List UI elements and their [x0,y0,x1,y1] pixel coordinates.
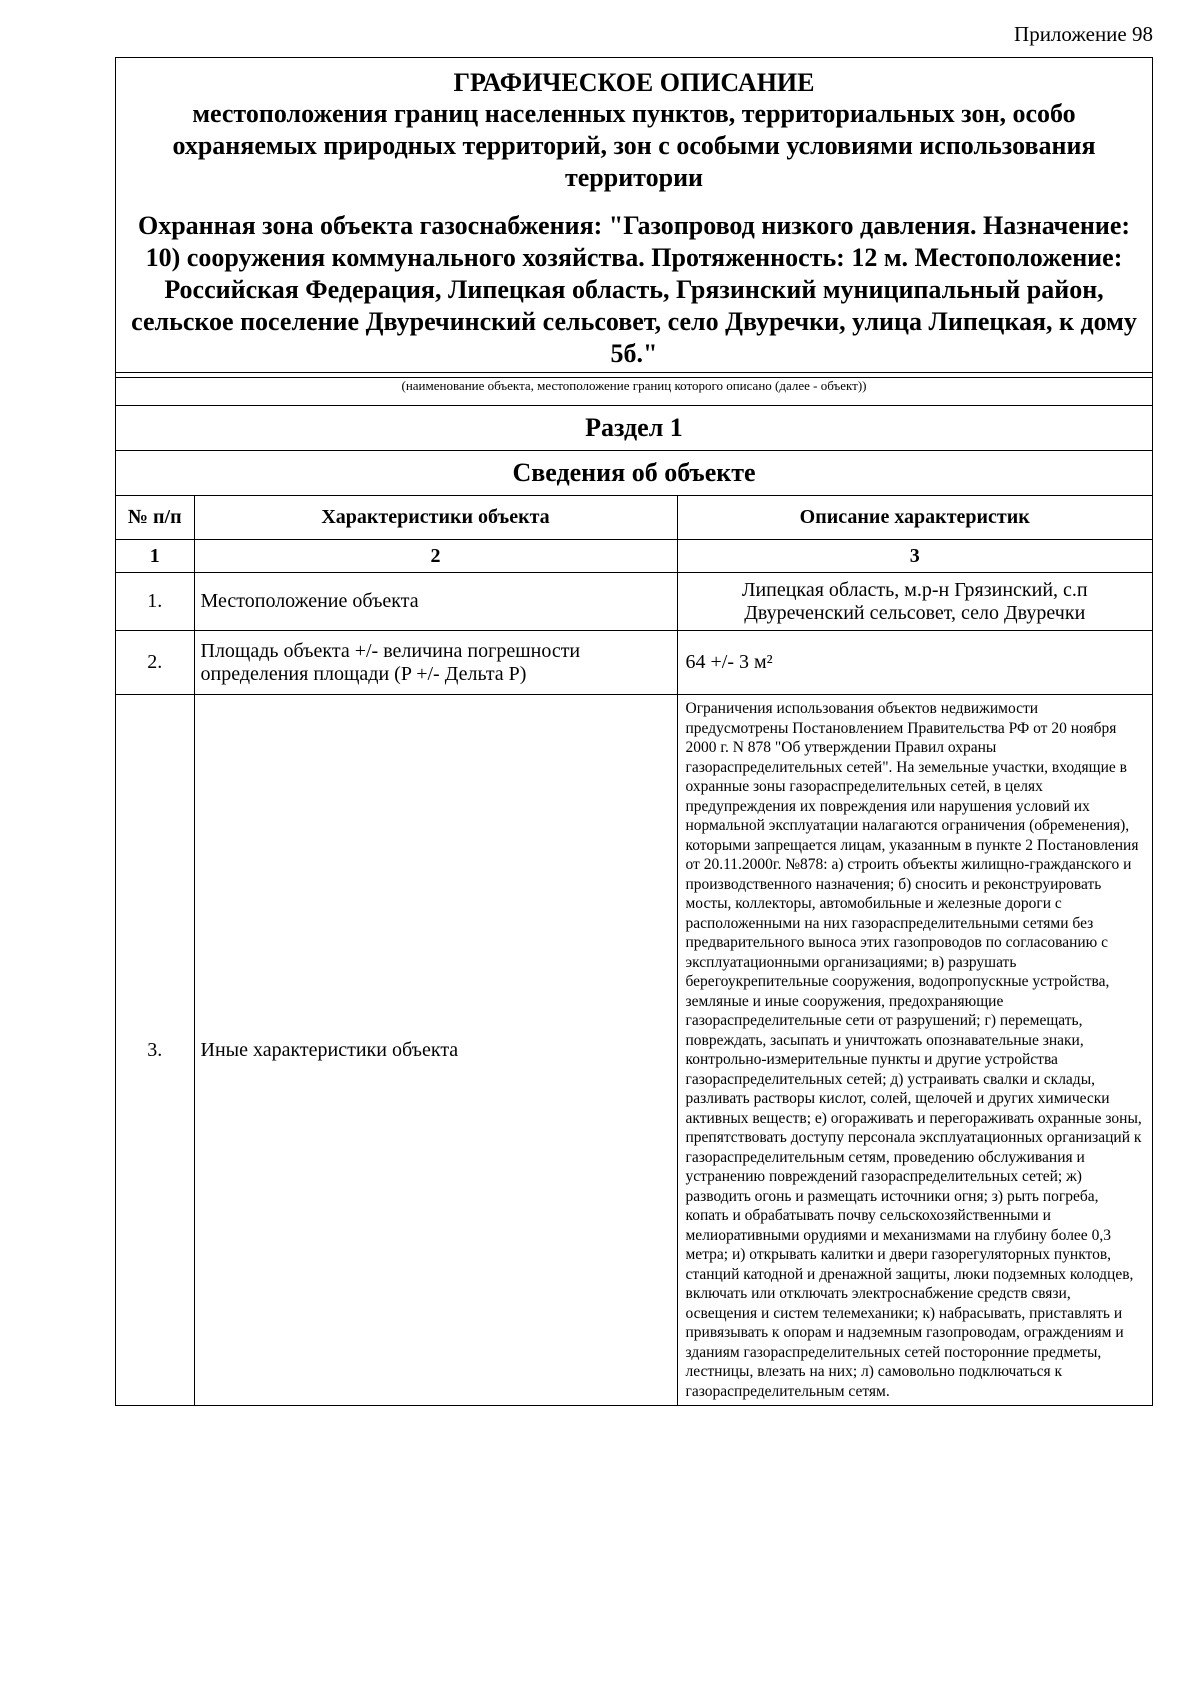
table-row [116,631,1152,695]
table-row [116,695,1152,1406]
row-characteristic: Местоположение объекта [194,573,677,631]
table-row [116,573,1152,631]
appendix-label: Приложение 98 [1014,22,1153,46]
column-index: 2 [194,540,677,573]
document-frame [115,57,1153,1406]
row-description: 64 +/- 3 м² [677,631,1152,695]
table-header-row [116,496,1152,540]
column-header-description: Описание характеристик [677,496,1152,540]
document-title: ГРАФИЧЕСКОЕ ОПИСАНИЕ [453,68,815,97]
section-title: Раздел 1 [116,405,1152,450]
object-info-table [116,495,1152,1405]
row-characteristic: Иные характеристики объекта [194,695,677,1406]
row-description: Ограничения использования объектов недвижимости предусмотрены Постановлением Правительства РФ от 20 ноября 2000 г. N 878 "Об утверждении Правил охраны газораспределительных сетей". На земельные участки, входящие в охранные зоны газораспределительных сетей, в целях предупреждения их повреждения или нарушения условий их нормальной эксплуатации налагаются ограничения (обременения), которыми запрещается лицам, указанным в пункте 2 Постановления от 20.11.2000г. №878: а) строить объекты жилищно-гражданского и производственного назначения; б) сносить и реконструировать мосты, коллекторы, автомобильные и железные дороги с расположенными на них газораспределительными сетями без предварительного выноса этих газопроводов по согласованию с эксплуатационными организациями; в) разрушать берегоукрепительные сооружения, водопропускные устройства, земляные и иные сооружения, предохраняющие газораспределительные сети от разрушений; г) перемещать, повреждать, засыпать и уничтожать опознавательные знаки, контрольно-измерительные пункты и другие устройства газораспределительных сетей; д) устраивать свалки и склады, разливать растворы кислот, солей, щелочей и других химически активных веществ; е) огораживать и перегораживать охранные зоны, препятствовать доступу персонала эксплуатационных организаций к газораспределительным сетям, проведению обслуживания и устранению повреждений газораспределительных сетей; ж) разводить огонь и размещать источники огня; з) рыть погреба, копать и обрабатывать почву сельскохозяйственными и мелиоративными орудиями и механизмами на глубину более 0,3 метра; и) открывать калитки и двери газорегуляторных пунктов, станций катодной и дренажной защиты, люки подземных колодцев, включать или отключать электроснабжение средств связи, освещения и систем телемеханики; к) набрасывать, приставлять и привязывать к опорам и надземным газопроводам, ограждениям и зданиям газораспределительных сетей посторонние предметы, лестницы, влезать на них; л) самовольно подключаться к газораспределительным сетям. [677,695,1152,1406]
section-subtitle: Сведения об объекте [116,450,1152,495]
object-name: Охранная зона объекта газоснабжения: "Газопровод низкого давления. Назначение: 10) сооружения коммунального хозяйства. Протяженность: 12 м. Местоположение: Российская Федерация, Липецкая область, Грязинский муниципальный район, сельское поселение Двуречинский сельсовет, село Двуречки, улица Липецкая, к дому 5б." [131,211,1137,368]
row-description: Липецкая область, м.р-н Грязинский, с.п Двуреченский сельсовет, село Двуречки [677,573,1152,631]
row-number: 3. [116,695,194,1406]
document-header [116,58,1152,372]
column-header-characteristic: Характеристики объекта [194,496,677,540]
document-subtitle: местоположения границ населенных пунктов, территориальных зон, особо охраняемых природных территорий, зон с особыми условиями использования территории [172,99,1096,192]
column-index: 3 [677,540,1152,573]
object-caption-row [116,372,1152,405]
row-number: 1. [116,573,194,631]
table-index-row [116,540,1152,573]
object-caption: (наименование объекта, местоположение границ которого описано (далее - объект)) [401,378,867,393]
column-header-number: № п/п [116,496,194,540]
row-characteristic: Площадь объекта +/- величина погрешности определения площади (P +/- Дельта P) [194,631,677,695]
row-number: 2. [116,631,194,695]
column-index: 1 [116,540,194,573]
